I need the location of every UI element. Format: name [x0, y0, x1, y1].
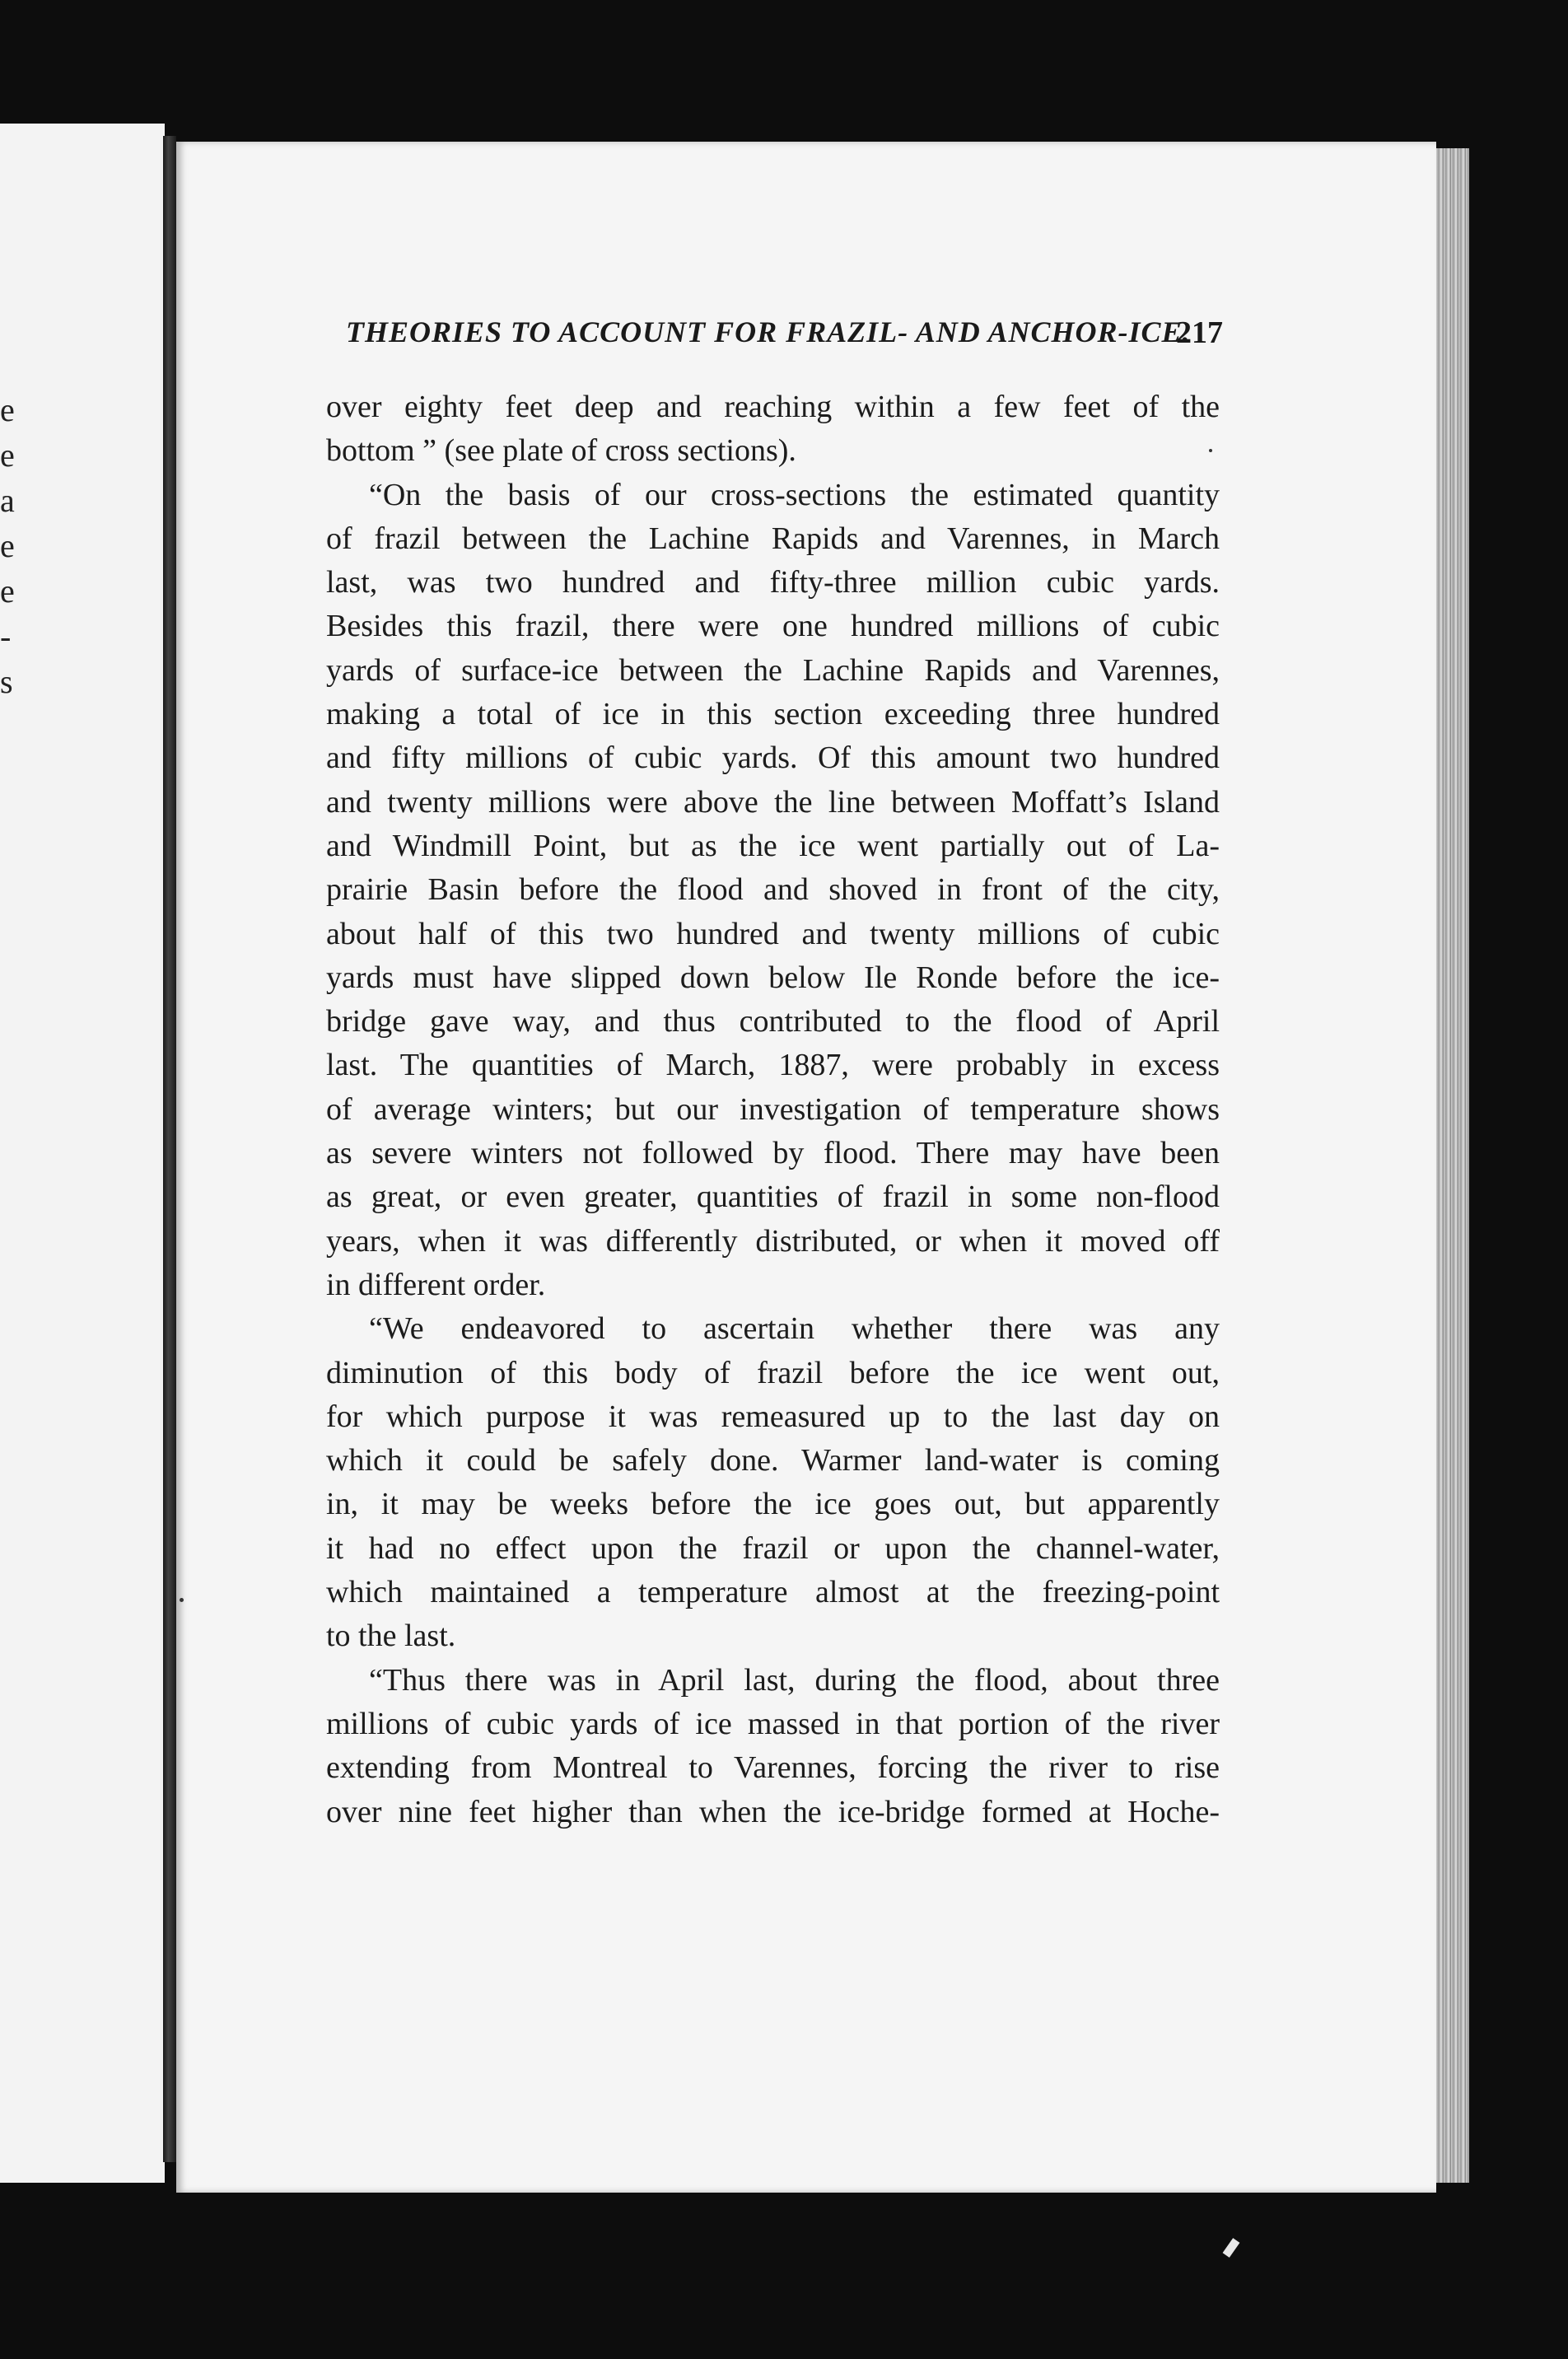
left-page-cut-text	[0, 387, 16, 704]
page-number: 217	[1176, 315, 1223, 350]
paper-speck	[180, 1598, 184, 1602]
page-edges	[1436, 148, 1469, 2183]
body-text	[326, 385, 1220, 1834]
paper-speck	[1209, 449, 1212, 452]
left-edge-char: s	[0, 663, 13, 700]
text-line: as great, or even greater, quantities of frazil in some non-flood	[326, 1180, 1220, 1215]
text-line: as severe winters not followed by flood. There may have been	[326, 1136, 1220, 1171]
text-line: and fifty millions of cubic yards. Of this amount two hundred	[326, 740, 1220, 776]
text-line: which maintained a temperature almost at the freezing-point	[326, 1575, 1220, 1610]
text-line: it had no effect upon the frazil or upon the channel-water,	[326, 1530, 1220, 1566]
left-edge-char: e	[0, 437, 15, 474]
text-line: prairie Basin before the flood and shoved in front of the city,	[326, 872, 1220, 908]
text-line: about half of this two hundred and twenty millions of cubic	[326, 916, 1220, 951]
left-edge-char: e	[0, 527, 15, 564]
text-line: which it could be safely done. Warmer land-water is coming	[326, 1443, 1220, 1478]
text-line: last. The quantities of March, 1887, were probably in excess	[326, 1048, 1220, 1083]
text-line: of average winters; but our investigation of temperature shows	[326, 1091, 1220, 1127]
text-line: “We endeavored to ascertain whether there was any	[369, 1311, 1220, 1347]
left-edge-char: a	[0, 482, 15, 519]
paragraph	[326, 1659, 1220, 1834]
text-line: millions of cubic yards of ice massed in that portion of the river	[326, 1706, 1220, 1741]
text-line: last, was two hundred and fifty-three million cubic yards.	[326, 565, 1220, 600]
left-edge-char: -	[0, 618, 12, 655]
text-line: “On the basis of our cross-sections the estimated quantity	[369, 477, 1220, 512]
text-line: in different order.	[326, 1267, 546, 1302]
text-line: “Thus there was in April last, during the flood, about three	[369, 1662, 1220, 1698]
text-line: and Windmill Point, but as the ice went partially out of La-	[326, 828, 1220, 863]
text-line: and twenty millions were above the line between Moffatt’s Island	[326, 784, 1220, 820]
text-line: in, it may be weeks before the ice goes out, but apparently	[326, 1487, 1220, 1522]
text-line: to the last.	[326, 1619, 456, 1654]
text-line: over nine feet higher than when the ice-bridge formed at Hoche-	[326, 1794, 1220, 1829]
left-page-edge	[0, 124, 165, 2183]
text-line: making a total of ice in this section exceeding three hundred	[326, 697, 1220, 732]
text-line: extending from Montreal to Varennes, forcing the river to rise	[326, 1750, 1220, 1786]
scan-mark	[1223, 2238, 1240, 2258]
text-line: bridge gave way, and thus contributed to the flood of April	[326, 1004, 1220, 1039]
book-gutter	[163, 136, 176, 2162]
text-line: bottom ” (see plate of cross sections).	[326, 433, 796, 469]
paragraph	[326, 1307, 1220, 1658]
text-line: Besides this frazil, there were one hundred millions of cubic	[326, 609, 1220, 644]
text-line: over eighty feet deep and reaching within a few feet of the	[326, 390, 1220, 424]
paragraph	[326, 385, 1220, 474]
left-edge-char: e	[0, 391, 15, 428]
text-line: yards must have slipped down below Ile Ronde before the ice-	[326, 960, 1220, 995]
left-edge-char: e	[0, 572, 15, 610]
text-line: of frazil between the Lachine Rapids and Varennes, in March	[326, 521, 1220, 556]
text-line: for which purpose it was remeasured up to the last day on	[326, 1399, 1220, 1434]
paragraph	[326, 474, 1220, 1308]
running-head: THEORIES TO ACCOUNT FOR FRAZIL- AND ANCHOR-ICE.	[346, 315, 1191, 348]
text-line: years, when it was differently distributed, or when it moved off	[326, 1223, 1220, 1259]
text-line: yards of surface-ice between the Lachine Rapids and Varennes,	[326, 652, 1220, 688]
text-line: diminution of this body of frazil before the ice went out,	[326, 1355, 1220, 1390]
